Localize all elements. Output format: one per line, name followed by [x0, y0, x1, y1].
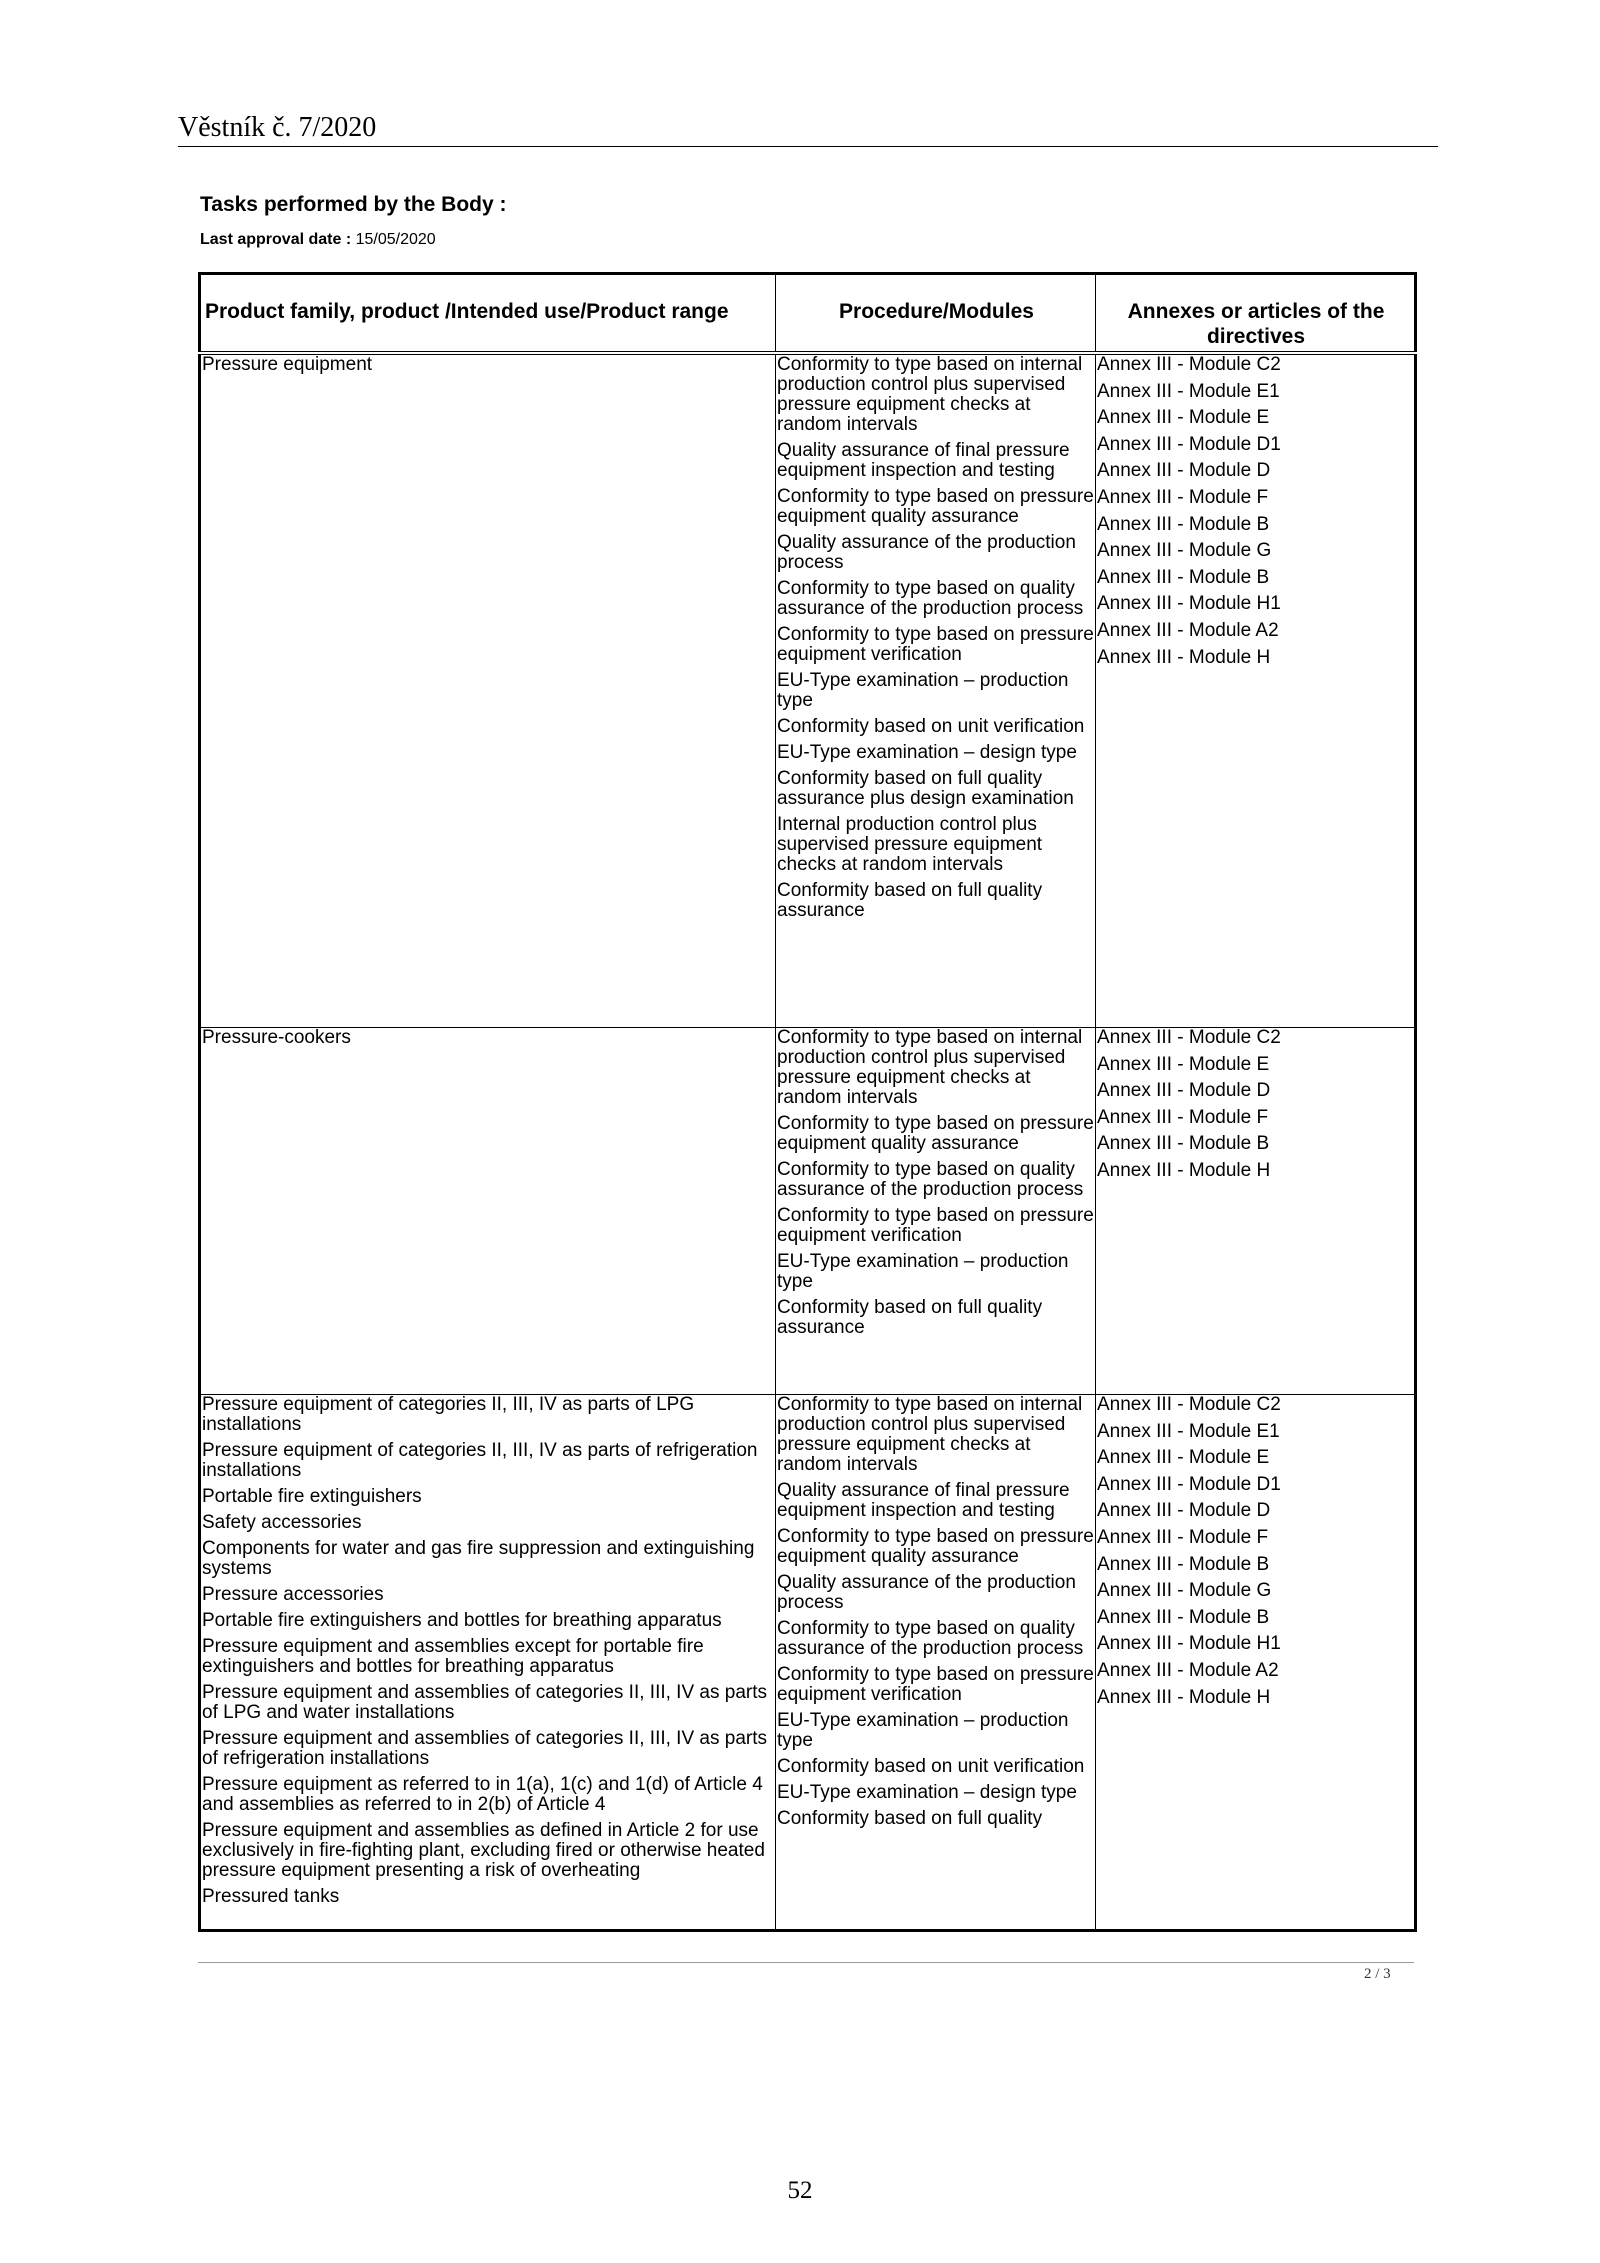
- procedure-item: Conformity based on unit verification: [777, 716, 1085, 737]
- annex-item: Annex III - Module D1: [1097, 1473, 1281, 1495]
- procedure-item: EU-Type examination – production type: [777, 1710, 1069, 1751]
- product-item: Pressured tanks: [202, 1886, 340, 1907]
- procedure-item: Conformity to type based on quality assurance of the production process: [777, 1159, 1084, 1200]
- procedure-item: Conformity to type based on pressure equipment quality assurance: [777, 486, 1094, 527]
- procedures-list: [776, 1028, 1095, 1338]
- annex-item: Annex III - Module G: [1097, 540, 1272, 562]
- procedure-item: Conformity based on full quality: [777, 1808, 1043, 1829]
- annex-item: Annex III - Module E: [1097, 1447, 1270, 1469]
- page-number: 52: [787, 2177, 813, 2204]
- annex-item: Annex III - Module E1: [1097, 1420, 1280, 1442]
- annex-cell: [1096, 1028, 1416, 1395]
- table-body: [200, 353, 1416, 1931]
- annex-item: Annex III - Module D1: [1097, 433, 1281, 455]
- procedure-item: Conformity to type based on pressure equipment verification: [777, 1664, 1094, 1705]
- table-header-row: [200, 274, 1416, 354]
- header-rule: [178, 146, 1438, 147]
- annex-item: Annex III - Module H: [1097, 1686, 1271, 1708]
- tasks-heading: Tasks performed by the Body :: [200, 193, 507, 216]
- annex-item: Annex III - Module B: [1097, 1553, 1270, 1575]
- table-row: [200, 1395, 1416, 1931]
- header-annexes: Annexes or articles of the directives: [1096, 274, 1416, 354]
- product-item: Pressure equipment as referred to in 1(a), 1(c) and 1(d) of Article 4 and assemblies as referred to in 2(b) of Article 4: [202, 1774, 763, 1815]
- procedure-item: Quality assurance of the production process: [777, 532, 1076, 573]
- annexes-list: [1096, 1395, 1414, 1708]
- annex-item: Annex III - Module E: [1097, 407, 1270, 429]
- annexes-list: [1096, 1028, 1414, 1181]
- product-cell: [200, 353, 776, 1028]
- annex-item: Annex III - Module B: [1097, 1133, 1270, 1155]
- procedure-item: Quality assurance of final pressure equipment inspection and testing: [777, 440, 1070, 481]
- procedure-item: Conformity based on full quality assurance: [777, 1297, 1043, 1338]
- annex-item: Annex III - Module D: [1097, 460, 1271, 482]
- procedure-item: Conformity to type based on internal production control plus supervised pressure equipment checks at random intervals: [777, 1394, 1083, 1475]
- product-item: Pressure equipment of categories II, III, IV as parts of LPG installations: [202, 1394, 695, 1435]
- annex-item: Annex III - Module D: [1097, 1080, 1271, 1102]
- procedure-item: Quality assurance of the production process: [777, 1572, 1076, 1613]
- annex-item: Annex III - Module F: [1097, 486, 1269, 508]
- procedure-cell: [776, 353, 1096, 1028]
- header-procedure: Procedure/Modules: [776, 274, 1096, 354]
- product-item: Pressure equipment and assemblies except for portable fire extinguishers and bottles for breathing apparatus: [202, 1636, 704, 1677]
- procedure-item: Conformity based on unit verification: [777, 1756, 1085, 1777]
- product-item: Pressure equipment and assemblies as defined in Article 2 for use exclusively in fire-fighting plant, excluding fired or otherwise heated pressure equipment presenting a risk of overheating: [202, 1820, 765, 1881]
- annex-item: Annex III - Module G: [1097, 1580, 1272, 1602]
- approval-label: Last approval date :: [200, 231, 352, 248]
- products-list: [201, 1028, 775, 1048]
- product-item: Pressure equipment and assemblies of categories II, III, IV as parts of LPG and water installations: [202, 1682, 767, 1723]
- annex-item: Annex III - Module E: [1097, 1053, 1270, 1075]
- annex-cell: [1096, 1395, 1416, 1931]
- table-row: [200, 1028, 1416, 1395]
- product-item: Components for water and gas fire suppression and extinguishing systems: [202, 1538, 755, 1579]
- product-item: Pressure equipment of categories II, III, IV as parts of refrigeration installations: [202, 1440, 758, 1481]
- procedure-item: Quality assurance of final pressure equipment inspection and testing: [777, 1480, 1070, 1521]
- annex-item: Annex III - Module H1: [1097, 593, 1281, 615]
- procedure-item: Conformity to type based on pressure equipment verification: [777, 624, 1094, 665]
- product-cell: [200, 1028, 776, 1395]
- approval-date: 15/05/2020: [355, 231, 436, 248]
- procedure-item: Conformity based on full quality assurance: [777, 880, 1043, 921]
- procedure-item: EU-Type examination – production type: [777, 670, 1069, 711]
- annex-item: Annex III - Module B: [1097, 1606, 1270, 1628]
- procedure-item: Conformity to type based on pressure equipment verification: [777, 1205, 1094, 1246]
- annex-item: Annex III - Module F: [1097, 1106, 1269, 1128]
- header-product: Product family, product /Intended use/Product range: [200, 274, 776, 354]
- products-list: [201, 355, 775, 375]
- product-item: Pressure equipment and assemblies of categories II, III, IV as parts of refrigeration installations: [202, 1728, 767, 1769]
- annex-item: Annex III - Module C2: [1097, 1394, 1281, 1415]
- annex-item: Annex III - Module C2: [1097, 354, 1281, 375]
- annex-item: Annex III - Module H: [1097, 1159, 1271, 1181]
- procedure-item: Conformity to type based on quality assurance of the production process: [777, 1618, 1084, 1659]
- annex-item: Annex III - Module B: [1097, 566, 1270, 588]
- annex-item: Annex III - Module A2: [1097, 1659, 1279, 1681]
- procedure-item: Conformity to type based on pressure equipment quality assurance: [777, 1526, 1094, 1567]
- procedure-item: Conformity to type based on pressure equipment quality assurance: [777, 1113, 1094, 1154]
- annex-item: Annex III - Module C2: [1097, 1027, 1281, 1048]
- procedure-item: EU-Type examination – design type: [777, 1782, 1077, 1803]
- annex-item: Annex III - Module H1: [1097, 1633, 1281, 1655]
- annex-item: Annex III - Module D: [1097, 1500, 1271, 1522]
- procedure-cell: [776, 1028, 1096, 1395]
- annex-item: Annex III - Module A2: [1097, 619, 1279, 641]
- procedures-list: [776, 1395, 1095, 1829]
- procedure-item: Conformity to type based on internal production control plus supervised pressure equipment checks at random intervals: [777, 1027, 1083, 1108]
- product-item: Pressure-cookers: [202, 1027, 351, 1048]
- product-item: Safety accessories: [202, 1512, 362, 1533]
- annex-item: Annex III - Module E1: [1097, 380, 1280, 402]
- procedure-cell: [776, 1395, 1096, 1931]
- product-item: Portable fire extinguishers and bottles for breathing apparatus: [202, 1610, 722, 1631]
- product-cell: [200, 1395, 776, 1931]
- annexes-list: [1096, 355, 1414, 668]
- tasks-table: [198, 272, 1417, 1932]
- approval-line: [200, 231, 436, 249]
- footer-rule: [198, 1962, 1414, 1963]
- procedure-item: Internal production control plus supervised pressure equipment checks at random intervals: [777, 814, 1043, 875]
- annex-cell: [1096, 353, 1416, 1028]
- procedure-item: Conformity to type based on internal production control plus supervised pressure equipment checks at random intervals: [777, 354, 1083, 435]
- product-item: Portable fire extinguishers: [202, 1486, 422, 1507]
- procedure-item: Conformity based on full quality assurance plus design examination: [777, 768, 1074, 809]
- procedure-item: EU-Type examination – production type: [777, 1251, 1069, 1292]
- products-list: [201, 1395, 775, 1907]
- procedures-list: [776, 355, 1095, 921]
- pager: 2 / 3: [1364, 1966, 1391, 1982]
- product-item: Pressure equipment: [202, 354, 373, 375]
- product-item: Pressure accessories: [202, 1584, 384, 1605]
- procedure-item: EU-Type examination – design type: [777, 742, 1077, 763]
- annex-item: Annex III - Module H: [1097, 646, 1271, 668]
- annex-item: Annex III - Module F: [1097, 1526, 1269, 1548]
- journal-title: Věstník č. 7/2020: [178, 112, 377, 143]
- annex-item: Annex III - Module B: [1097, 513, 1270, 535]
- table-row: [200, 353, 1416, 1028]
- procedure-item: Conformity to type based on quality assurance of the production process: [777, 578, 1084, 619]
